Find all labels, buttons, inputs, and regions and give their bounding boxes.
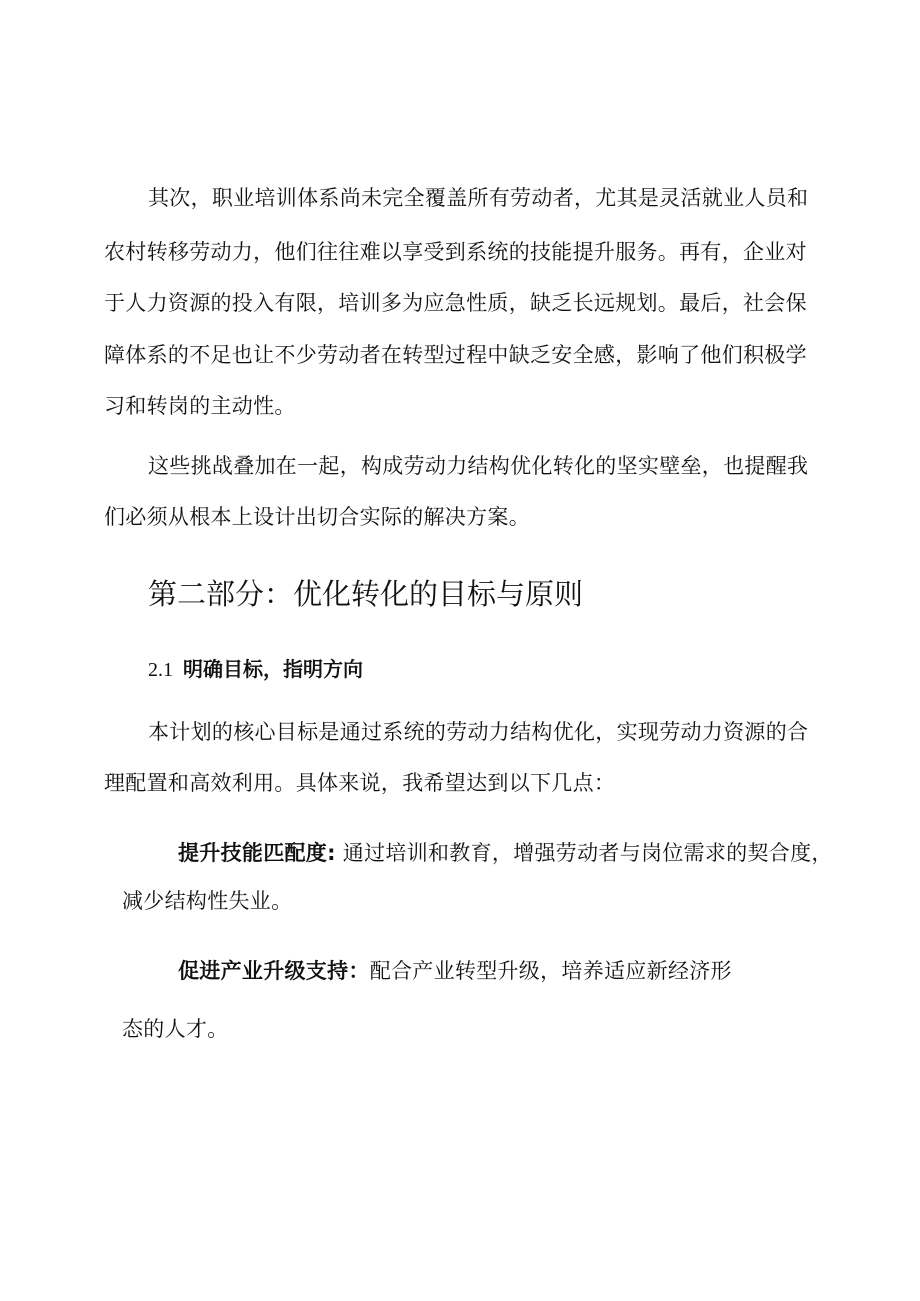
intro-line-1: 本计划的核心目标是通过系统的劳动力结构优化，实现劳动力资源的合 <box>148 720 809 744</box>
paragraph-1-line-4: 障体系的不足也让不少劳动者在转型过程中缺乏安全感，影响了他们积极学 <box>104 343 807 367</box>
paragraph-1-line-1: 其次，职业培训体系尚未完全覆盖所有劳动者，尤其是灵活就业人员和 <box>148 186 809 210</box>
point-1 <box>178 839 833 867</box>
paragraph-1-line-5: 习和转岗的主动性。 <box>104 394 296 418</box>
point-1-text: 通过培训和教育，增强劳动者与岗位需求的契合度， <box>342 841 833 865</box>
section-heading: 第二部分：优化转化的目标与原则 <box>148 577 584 611</box>
subsection-heading <box>148 655 363 684</box>
point-2-text: 配合产业转型升级，培养适应新经济形 <box>369 959 732 983</box>
paragraph-2-line-2: 们必须从根本上设计出切合实际的解决方案。 <box>104 505 530 529</box>
point-1-continuation: 减少结构性失业。 <box>122 889 293 913</box>
paragraph-1-line-3: 于人力资源的投入有限，培训多为应急性质，缺乏长远规划。最后，社会保 <box>104 291 807 315</box>
paragraph-1-line-2: 农村转移劳动力，他们往往难以享受到系统的技能提升服务。再有，企业对 <box>104 240 807 264</box>
subsection-title: 明确目标，指明方向 <box>183 657 363 681</box>
point-2-continuation: 态的人才。 <box>122 1017 229 1041</box>
point-2-lead: 促进产业升级支持： <box>178 959 370 983</box>
point-1-lead: 提升技能匹配度: <box>178 841 336 865</box>
subsection-number: 2.1 <box>148 659 173 681</box>
point-2 <box>178 957 732 985</box>
intro-line-2: 理配置和高效利用。具体来说，我希望达到以下几点： <box>104 771 616 795</box>
paragraph-2-line-1: 这些挑战叠加在一起，构成劳动力结构优化转化的坚实壁垒，也提醒我 <box>148 454 809 478</box>
